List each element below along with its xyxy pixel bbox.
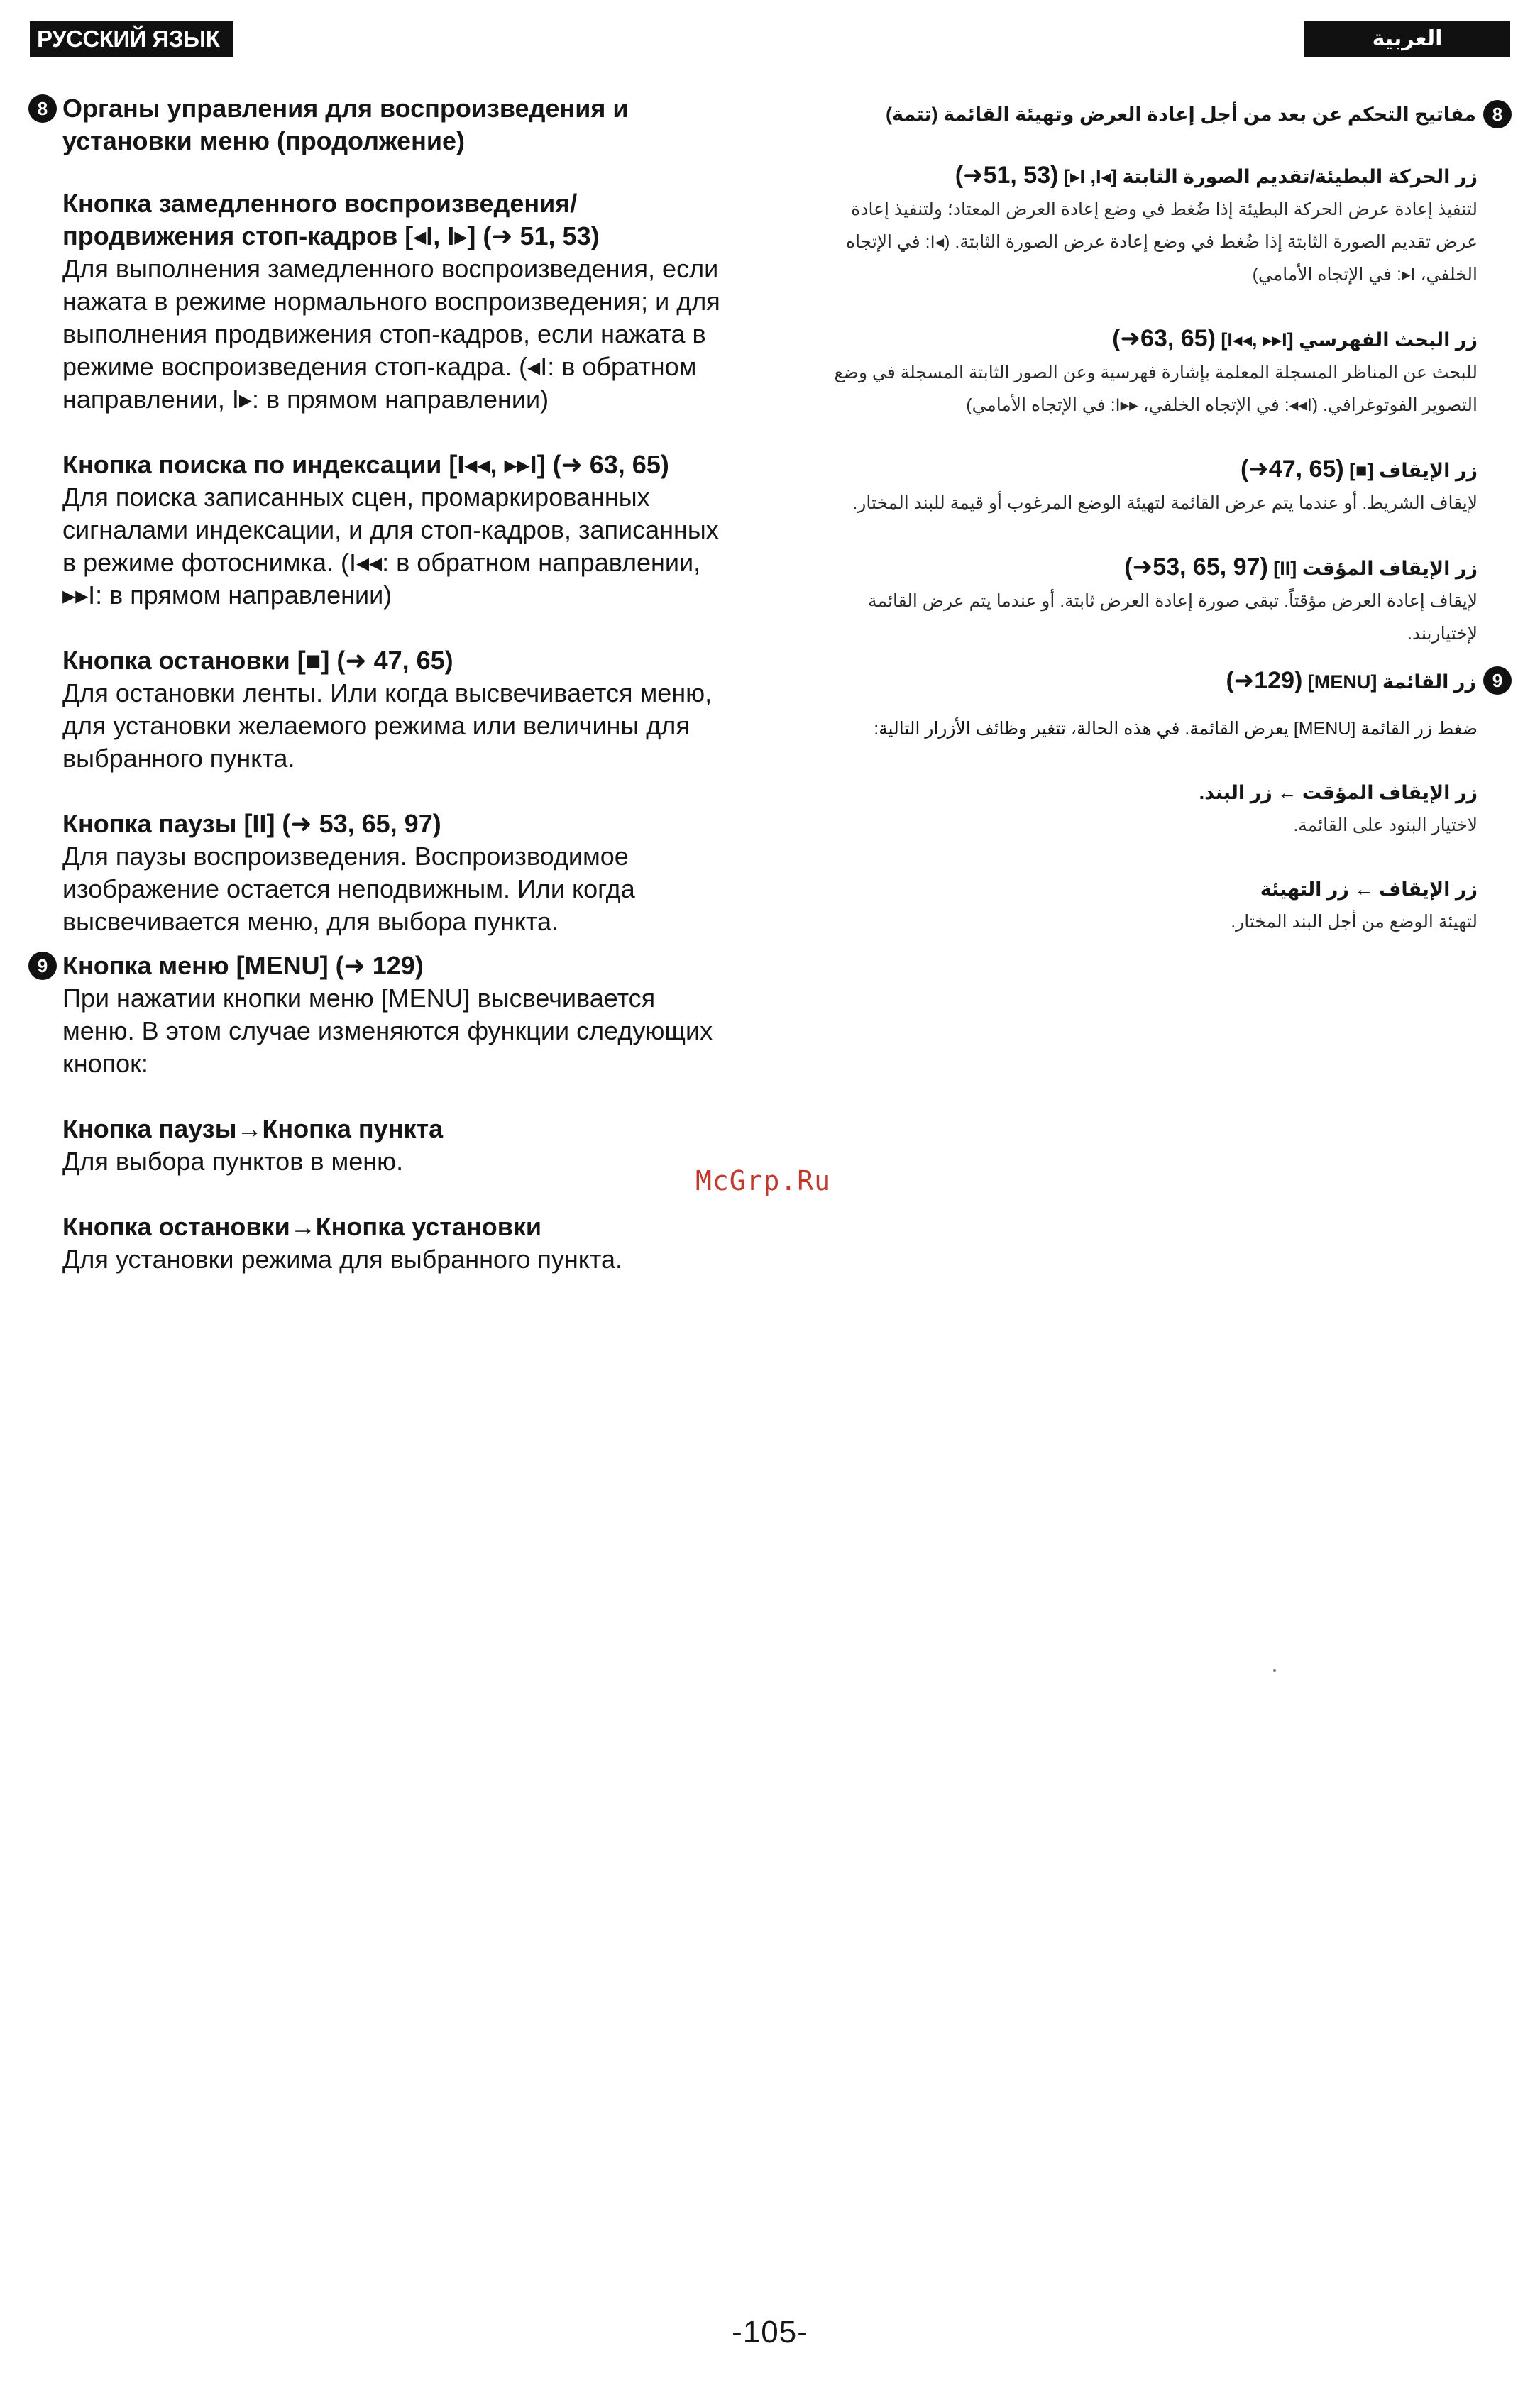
ar-item-page-ref: (➜47, 65) xyxy=(1240,456,1344,483)
ru-item-body: Для остановки ленты. Или когда высвечивается меню, для установки желаемого режима или величины для выбранного пункта. xyxy=(62,678,713,773)
ar-item-body: لإيقاف الشريط. أو عندما يتم عرض القائمة لتهيئة الوضع المرغوب أو قيمة للبند المختار. xyxy=(852,493,1478,513)
language-tab-russian: РУССКИЙ ЯЗЫК xyxy=(30,21,233,57)
ar-item-title: زر الإيقاف ← زر التهيئة xyxy=(1260,879,1478,900)
ar-item-title xyxy=(830,453,1478,487)
arabic-column xyxy=(830,98,1512,969)
ar-item-title-text: زر الحركة البطيئة/تقديم الصورة الثابتة [◂I ,I▸] xyxy=(1063,166,1478,187)
ar-item-body: لتنفيذ إعادة عرض الحركة البطيئة إذا ضُغط في وضع إعادة العرض المعتاد؛ ولتنفيذ إعادة عرض تقديم الصورة الثابتة إذا ضُغط في وضع إعادة عرض الصورة الثابتة. (◂I: في الإتجاه الخلفي، I▸: في الإتجاه الأمامي) xyxy=(845,199,1478,285)
ru-item-title: Кнопка паузы [II] (➜ 53, 65, 97) xyxy=(62,809,441,838)
ru-item-pause-to-item xyxy=(62,1113,731,1178)
ar-section9-items xyxy=(830,712,1512,938)
ru-item-slow-motion xyxy=(62,187,731,416)
ar-item-page-ref: (➜63, 65) xyxy=(1112,325,1216,352)
ar-item-page-ref: (➜53, 65, 97) xyxy=(1124,554,1268,580)
ru-item-body: Для поиска записанных сцен, промаркированных сигналами индексации, и для стоп-кадров, записанных в режиме фотоснимка. (I◂◂: в обратном направлении, ▸▸I: в прямом направлении) xyxy=(62,483,719,610)
ar-item-title-text: زر الإيقاف المؤقت [II] xyxy=(1273,558,1478,579)
ar-item-title xyxy=(830,322,1478,356)
ru-item-stop xyxy=(62,644,731,775)
ru-section8-items xyxy=(28,187,731,938)
watermark: McGrp.Ru xyxy=(695,1165,832,1196)
ar-section9-page-ref: (➜129) xyxy=(1226,667,1303,694)
section-9-number-badge: 9 xyxy=(1483,666,1512,695)
ru-item-body: Для паузы воспроизведения. Воспроизводимое изображение остается неподвижным. Или когда высвечивается меню, для выбора пункта. xyxy=(62,842,635,936)
ru-section8-title: Органы управления для воспроизведения и установки меню (продолжение) xyxy=(62,94,629,155)
speck xyxy=(1273,1669,1276,1672)
section-9-number-badge: 9 xyxy=(28,952,57,980)
ar-section8-heading xyxy=(830,98,1512,131)
ru-item-title: Кнопка остановки [■] (➜ 47, 65) xyxy=(62,646,453,675)
ar-section8-title: مفاتيح التحكم عن بعد من أجل إعادة العرض وتهيئة القائمة (تتمة) xyxy=(886,104,1476,125)
ru-item-body: Для выполнения замедленного воспроизведения, если нажата в режиме нормального воспроизведения; и для выполнения продвижения стоп-кадров, если нажата в режиме воспроизведения стоп-кадра. (◂I: в обратном направлении, I▸: в прямом направлении) xyxy=(62,254,720,414)
ru-section9-title: Кнопка меню [MENU] (➜ 129) xyxy=(62,951,424,980)
ar-item-title-text: زر البحث الفهرسي [I◂◂, ▸▸I] xyxy=(1221,329,1478,351)
ar-item-body: لإيقاف إعادة العرض مؤقتاً. تبقى صورة إعادة العرض ثابتة. أو عندما يتم عرض القائمة لإختياربند. xyxy=(868,591,1478,644)
ar-section9-title: زر القائمة [MENU] xyxy=(1307,671,1476,693)
ru-item-pause xyxy=(62,808,731,938)
ru-item-title: Кнопка замедленного воспроизведения/ продвижения стоп-кадров [◂I, I▸] (➜ 51, 53) xyxy=(62,189,600,250)
section-8-number-badge: 8 xyxy=(28,94,57,123)
ar-item-body: للبحث عن المناظر المسجلة المعلمة بإشارة فهرسية وعن الصور الثابتة المسجلة في وضع التصوير الفوتوغرافي. (I◂◂: في الإتجاه الخلفي، ▸▸I: في الإتجاه الأمامي) xyxy=(834,363,1478,415)
ru-section9-intro: При нажатии кнопки меню [MENU] высвечивается меню. В этом случае изменяются функции следующих кнопок: xyxy=(62,984,713,1078)
ar-section9-heading xyxy=(830,664,1512,698)
ar-item-body: لاختيار البنود على القائمة. xyxy=(1293,815,1478,835)
ru-item-stop-to-set xyxy=(62,1211,731,1276)
ar-item-index-search xyxy=(830,322,1478,422)
ar-section8-items xyxy=(830,159,1512,650)
ar-item-title xyxy=(830,551,1478,585)
ru-section8-heading xyxy=(28,92,731,158)
russian-column xyxy=(28,92,731,1309)
page-number: -105- xyxy=(732,2315,808,2350)
ar-item-body: لتهيئة الوضع من أجل البند المختار. xyxy=(1231,912,1478,932)
ar-section9-intro: ضغط زر القائمة [MENU] يعرض القائمة. في هذه الحالة، تتغير وظائف الأزرار التالية: xyxy=(874,719,1478,739)
ru-section9-heading xyxy=(28,949,731,982)
ru-item-title: Кнопка паузы→Кнопка пункта xyxy=(62,1114,444,1143)
ru-item-title: Кнопка остановки→Кнопка установки xyxy=(62,1212,541,1241)
ru-item-index-search xyxy=(62,448,731,612)
ar-item-pause xyxy=(830,551,1478,650)
ar-item-pause-to-item xyxy=(830,776,1478,842)
ar-item-stop-to-set xyxy=(830,873,1478,938)
ar-item-stop xyxy=(830,453,1478,519)
ru-item-title: Кнопка поиска по индексации [I◂◂, ▸▸I] (➜ 63, 65) xyxy=(62,450,669,479)
language-tab-arabic: العربية xyxy=(1304,21,1510,57)
ar-item-title: زر الإيقاف المؤقت ← زر البند. xyxy=(1199,782,1478,803)
ar-item-slow-motion xyxy=(830,159,1478,291)
ru-item-body: Для установки режима для выбранного пункта. xyxy=(62,1245,623,1274)
ar-item-title-text: زر الإيقاف [■] xyxy=(1349,460,1478,481)
ru-section9-items xyxy=(28,982,731,1276)
ar-section9-title-row xyxy=(830,664,1476,698)
section-8-number-badge: 8 xyxy=(1483,100,1512,128)
ar-item-page-ref: (➜51, 53) xyxy=(955,162,1059,189)
ar-item-title xyxy=(830,159,1478,193)
ru-item-body: Для выбора пунктов в меню. xyxy=(62,1147,404,1176)
